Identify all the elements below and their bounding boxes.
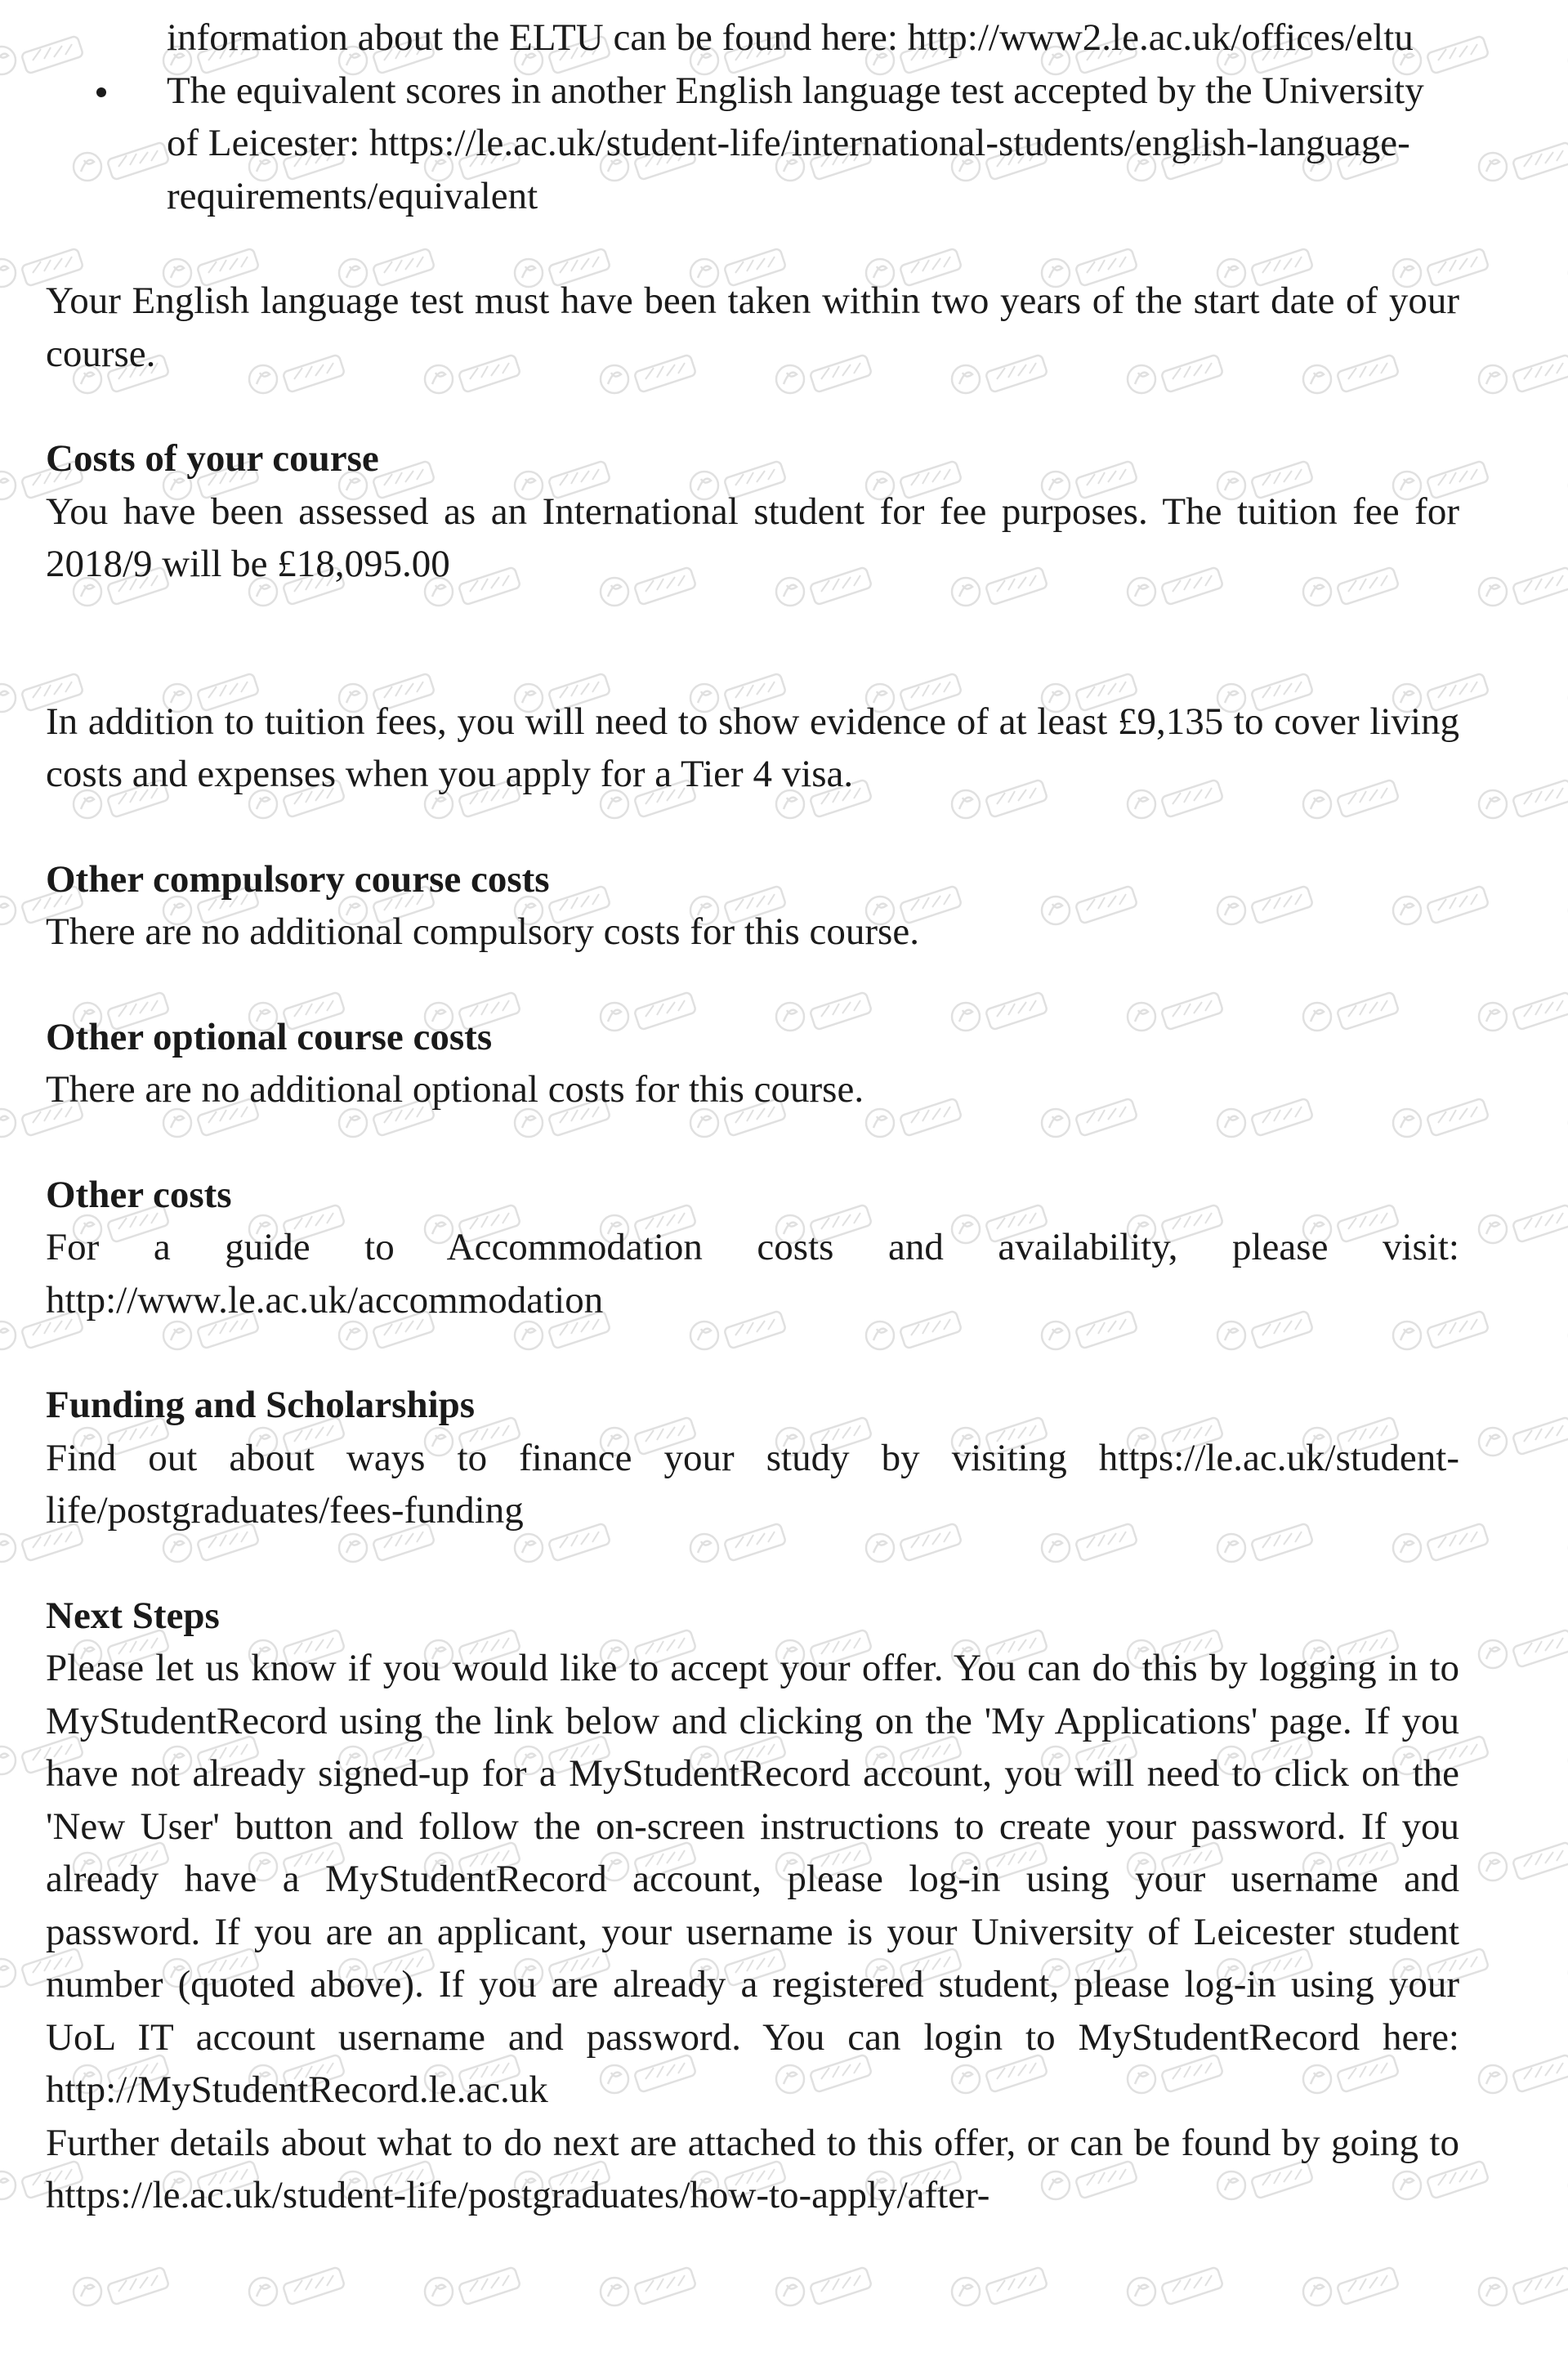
other-costs-body: For a guide to Accommodation costs and availability, please visit: http://www.le.ac.uk/accommodation (46, 1226, 1459, 1322)
watermark-stamp-icon (1565, 458, 1568, 507)
english-test-note: Your English language test must have been taken within two years of the start date of your course. (46, 280, 1459, 375)
watermark-stamp-icon (421, 2264, 535, 2313)
watermark-stamp-icon (1565, 1308, 1568, 1357)
living-costs-text: In addition to tuition fees, you will need to show evidence of at least £9,135 to cover living costs and expenses when you apply for a Tier 4 visa. (46, 700, 1459, 795)
watermark-stamp-icon (1475, 1414, 1568, 1463)
watermark-stamp-icon (1475, 564, 1568, 613)
optional-costs-body: There are no additional optional costs for this course. (46, 1068, 864, 1111)
bullet-equivalent-scores (167, 65, 1459, 223)
costs-body: You have been assessed as an International student for fee purposes. The tuition fee for 2018/9 will be £18,095.00 (46, 490, 1459, 585)
watermark-stamp-icon (1565, 1733, 1568, 1782)
watermark-stamp-icon (1475, 2264, 1568, 2313)
watermark-stamp-icon (1565, 1095, 1568, 1144)
watermark-stamp-icon (1299, 2264, 1414, 2313)
watermark-stamp-icon (596, 2264, 711, 2313)
watermark-stamp-icon (1475, 1201, 1568, 1250)
watermark-stamp-icon (1475, 1839, 1568, 1888)
costs-heading: Costs of your course (46, 437, 379, 480)
watermark-stamp-icon (1565, 245, 1568, 294)
bullet-dot-icon (96, 87, 106, 97)
next-steps-heading: Next Steps (46, 1594, 220, 1637)
watermark-stamp-icon (948, 2264, 1062, 2313)
watermark-stamp-icon (1475, 2051, 1568, 2100)
watermark-stamp-icon (1124, 2264, 1238, 2313)
funding-heading: Funding and Scholarships (46, 1384, 476, 1426)
watermark-stamp-icon (245, 2264, 360, 2313)
watermark-stamp-icon (1475, 989, 1568, 1038)
watermark-stamp-icon (1475, 1626, 1568, 1675)
bullet-eltu-continued: information about the ELTU can be found here: http://www2.le.ac.uk/offices/eltu (167, 16, 1414, 59)
compulsory-costs-body: There are no additional compulsory costs for this course. (46, 910, 919, 953)
next-steps-body: Please let us know if you would like to accept your offer. You can do this by logging in to MyStudentRecord using the link below and clicking on the 'My Applications' page. If you have not already signed-up for a MyStudentRecord account, you will need to click on the 'New User' button and follow the on-screen instructions to create your password. If you already have a MyStudentRecord account, please log-in using your username and password. If you are an applicant, your username is your University of Leicester student number (quoted above). If you are already a registered student, please log-in using your UoL IT account username and password. You can login to MyStudentRecord here: http://MyStudentRecord.le.ac.uk (46, 1647, 1459, 2111)
watermark-stamp-icon (1475, 139, 1568, 188)
watermark-stamp-icon (1565, 670, 1568, 719)
next-steps-further: Further details about what to do next are attached to this offer, or can be found by going to https://le.ac.uk/student-life/postgraduates/how-to-apply/after- (46, 2121, 1459, 2216)
compulsory-costs-heading: Other compulsory course costs (46, 857, 550, 901)
watermark-stamp-icon (772, 2264, 887, 2313)
optional-costs-heading: Other optional course costs (46, 1015, 493, 1058)
bullet-equivalent-scores-text: The equivalent scores in another English language test accepted by the University of Leicester: https://le.ac.uk/student-life/international-students/english-language-requirements/equivalent (167, 69, 1424, 217)
other-costs-heading: Other costs (46, 1173, 232, 1216)
document-content (46, 11, 1459, 2222)
watermark-stamp-icon (1565, 2158, 1568, 2207)
watermark-stamp-icon (1565, 33, 1568, 82)
watermark-stamp-icon (1475, 351, 1568, 400)
watermark-stamp-icon (69, 2264, 184, 2313)
watermark-stamp-icon (1565, 1945, 1568, 1994)
bullet-list (46, 11, 1459, 222)
watermark-stamp-icon (1565, 883, 1568, 932)
watermark-stamp-icon (1475, 776, 1568, 825)
funding-body: Find out about ways to finance your study by visiting https://le.ac.uk/student-life/postgraduates/fees-funding (46, 1436, 1459, 1532)
watermark-stamp-icon (1565, 1520, 1568, 1569)
